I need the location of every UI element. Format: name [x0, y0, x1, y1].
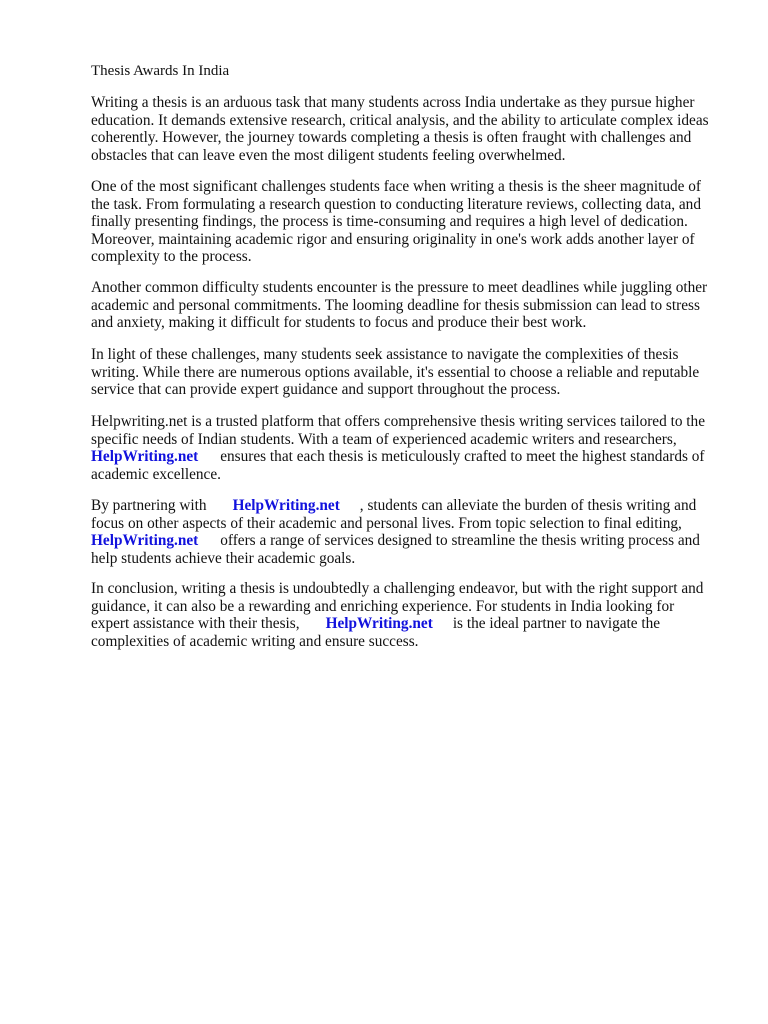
- paragraph-line-with-link: [91, 448, 705, 466]
- paragraph-line: service that can provide expert guidance and support throughout the process.: [91, 381, 561, 398]
- paragraph-line: education. It demands extensive research, critical analysis, and the ability to articulate complex ideas: [91, 111, 709, 129]
- helpwriting-link[interactable]: HelpWriting.net: [91, 448, 199, 465]
- paragraph-line: In conclusion, writing a thesis is undoubtedly a challenging endeavor, but with the right support and: [91, 580, 704, 597]
- paragraph-line: academic excellence.: [91, 465, 221, 483]
- link-trailing-text: ensures that each thesis is meticulously crafted to meet the highest standards of: [220, 448, 705, 465]
- link-leading-text: expert assistance with their thesis,: [91, 615, 300, 632]
- paragraph-line: coherently. However, the journey towards completing a thesis is often fraught with challenges and: [91, 129, 692, 146]
- paragraph-line: and anxiety, making it difficult for students to focus and produce their best work.: [91, 314, 587, 331]
- paragraph-line: writing. While there are numerous options available, it's essential to choose a reliable and reputable: [91, 363, 700, 381]
- document-title: Thesis Awards In India: [91, 63, 230, 79]
- paragraph-challenges: [91, 178, 701, 266]
- paragraph-line: In light of these challenges, many students seek assistance to navigate the complexities of thesis: [91, 346, 679, 363]
- paragraph-line: help students achieve their academic goals.: [91, 549, 356, 567]
- paragraph-line: the task. From formulating a research question to conducting literature reviews, collecting data, and: [91, 195, 701, 213]
- paragraph-intro: [91, 94, 709, 164]
- paragraph-deadlines: [91, 279, 707, 332]
- paragraph-assistance: [91, 346, 699, 399]
- paragraph-line: specific needs of Indian students. With a team of experienced academic writers and researchers,: [91, 430, 677, 448]
- paragraph-line-with-link: [91, 532, 700, 550]
- helpwriting-link[interactable]: HelpWriting.net: [91, 532, 199, 549]
- helpwriting-link[interactable]: HelpWriting.net: [232, 497, 340, 514]
- paragraph-conclusion: [91, 580, 703, 650]
- paragraph-line: finally presenting findings, the process is time-consuming and requires a high level of dedication.: [91, 213, 688, 230]
- paragraph-line: complexities of academic writing and ensure success.: [91, 632, 419, 650]
- paragraph-line: academic and personal commitments. The looming deadline for thesis submission can lead to stress: [91, 296, 700, 314]
- paragraph-line: Moreover, maintaining academic rigor and ensuring originality in one's work adds another layer of: [91, 230, 695, 248]
- paragraph-line: One of the most significant challenges students face when writing a thesis is the sheer magnitude of: [91, 178, 702, 195]
- paragraph-partnering: [91, 497, 700, 567]
- link-leading-text: By partnering with: [91, 497, 207, 514]
- paragraph-line: Another common difficulty students encounter is the pressure to meet deadlines while juggling other: [91, 279, 708, 296]
- helpwriting-link[interactable]: HelpWriting.net: [325, 615, 433, 632]
- paragraph-line: Writing a thesis is an arduous task that many students across India undertake as they pursue higher: [91, 94, 695, 111]
- paragraph-line: obstacles that can leave even the most diligent students feeling overwhelmed.: [91, 146, 566, 164]
- paragraph-line-with-link: [91, 615, 703, 633]
- paragraph-platform: [91, 413, 705, 483]
- paragraph-line: guidance, it can also be a rewarding and enriching experience. For students in India looking for: [91, 597, 675, 615]
- paragraph-line: focus on other aspects of their academic and personal lives. From topic selection to final editing,: [91, 514, 682, 532]
- paragraph-line: Helpwriting.net is a trusted platform that offers comprehensive thesis writing services tailored to the: [91, 413, 705, 430]
- link-trailing-text: is the ideal partner to navigate the: [452, 615, 661, 632]
- paragraph-line-with-link: [91, 497, 700, 515]
- paragraph-line: complexity to the process.: [91, 248, 252, 265]
- link-trailing-text: , students can alleviate the burden of thesis writing and: [359, 497, 697, 514]
- link-trailing-text: offers a range of services designed to streamline the thesis writing process and: [220, 532, 700, 549]
